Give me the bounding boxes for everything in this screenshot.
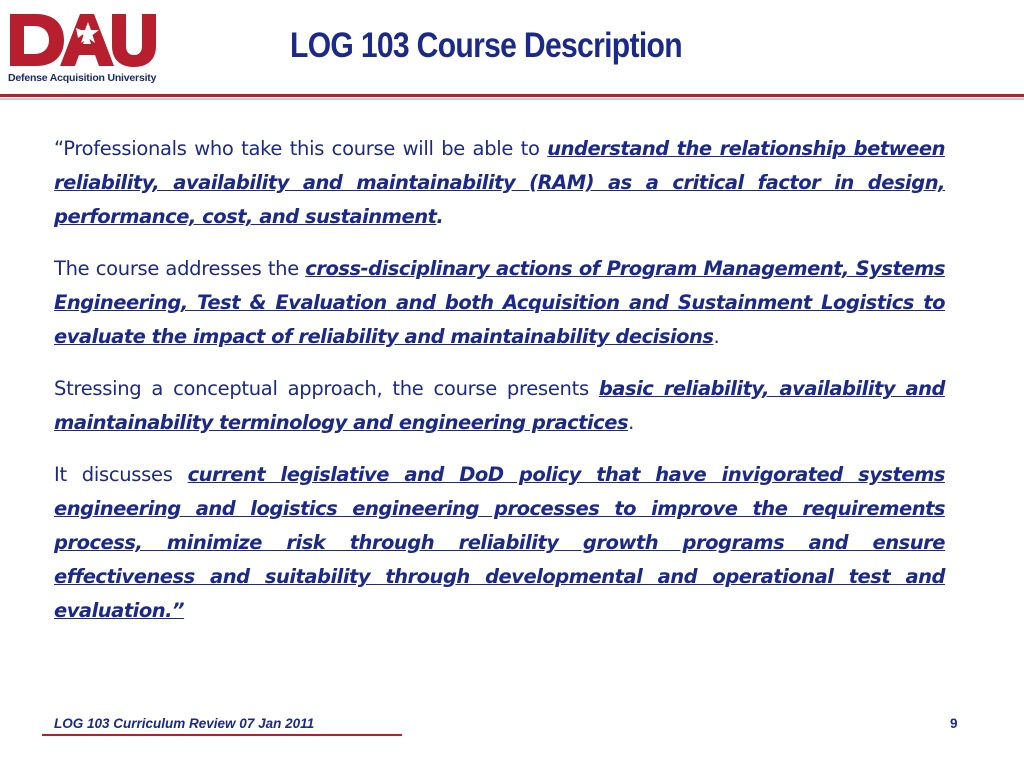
page-number: 9 (950, 716, 958, 731)
paragraph-emphasis: understand the relationship between reliability, availability and maintainability (RAM) as a critical factor in design, performance, cost, and sustainment (54, 137, 945, 228)
paragraph-text: “Professionals who take this course will be able to (54, 137, 548, 160)
paragraph-4 (54, 458, 945, 628)
paragraph-1 (54, 132, 945, 234)
course-description (54, 132, 945, 646)
dau-logo-mark (6, 8, 158, 72)
dau-logo (6, 8, 158, 88)
paragraph-3 (54, 372, 945, 440)
paragraph-emphasis: basic reliability, availability and maintainability terminology and engineering practices (54, 377, 945, 434)
paragraph-2 (54, 252, 945, 354)
page-title: LOG 103 Course Description (290, 26, 682, 65)
paragraph-emphasis: current legislative and DoD policy that have invigorated systems engineering and logistics engineering processes to improve the requirements process, minimize risk through reliability growth programs and ensure effectiveness and suitability through developmental and operational test and evaluation.” (54, 463, 946, 622)
header-divider-shadow (0, 98, 1024, 100)
header-divider (0, 94, 1024, 97)
paragraph-tail: . (436, 205, 444, 228)
paragraph-emphasis: cross-disciplinary actions of Program Management, Systems Engineering, Test & Evaluation and both Acquisition and Sustainment Logistics to evaluate the impact of reliability and maintainability decisions (54, 257, 945, 348)
footer-label: LOG 103 Curriculum Review 07 Jan 2011 (54, 716, 315, 731)
paragraph-text: The course addresses the (54, 257, 306, 280)
paragraph-tail: . (713, 325, 720, 348)
paragraph-text: It discusses (54, 463, 188, 486)
footer-divider (42, 734, 402, 736)
logo-text: Defense Acquisition University (8, 72, 157, 84)
paragraph-text: Stressing a conceptual approach, the course presents (54, 377, 599, 400)
paragraph-tail: . (628, 411, 634, 434)
